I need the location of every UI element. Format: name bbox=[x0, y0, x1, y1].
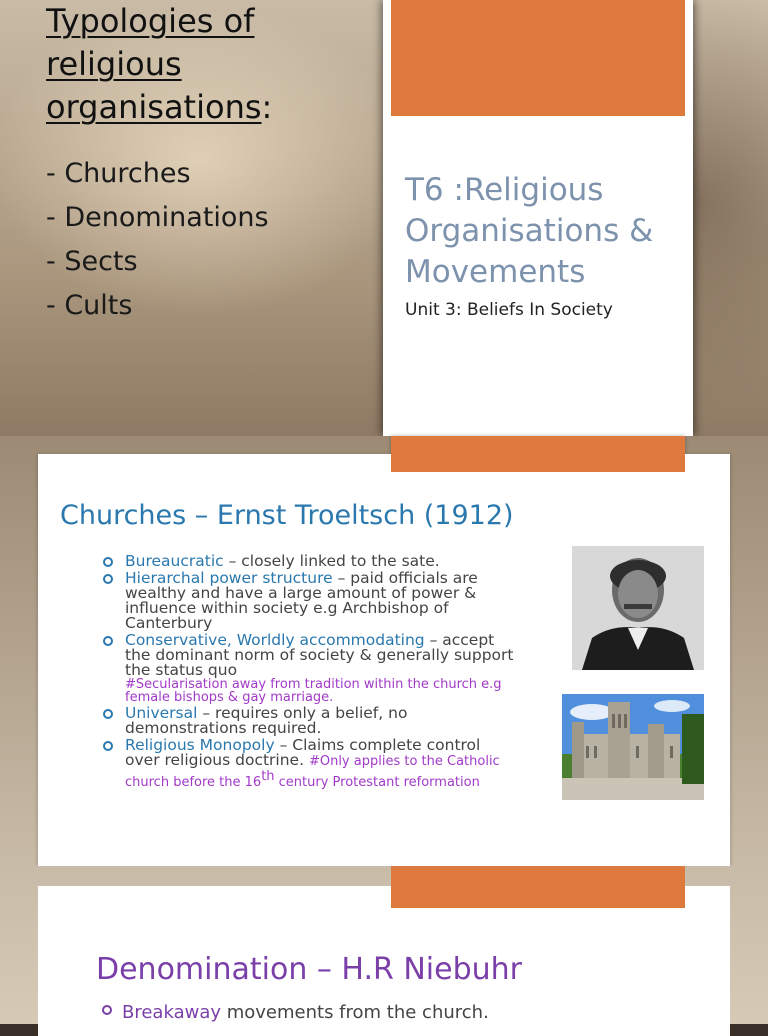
bullet-icon bbox=[103, 557, 113, 567]
list-item: Bureaucratic – closely linked to the sate. bbox=[85, 554, 515, 569]
bullet-icon bbox=[103, 741, 113, 751]
typology-list bbox=[46, 152, 269, 328]
list-item: - Churches bbox=[46, 158, 191, 189]
orange-accent-bar bbox=[391, 866, 685, 908]
list-item: Universal – requires only a belief, no demonstrations required. bbox=[85, 706, 515, 736]
typologies-heading: Typologies of religious organisations: bbox=[46, 2, 273, 126]
denomination-slide bbox=[0, 866, 768, 1024]
cathedral-icon bbox=[562, 694, 704, 800]
list-item: - Sects bbox=[46, 246, 138, 277]
list-item: - Cults bbox=[46, 290, 133, 321]
person-icon bbox=[572, 546, 704, 670]
list-item: Conservative, Worldly accommodating – accept the dominant norm of society & generally support the status quo #Secularisation away from tradition within the church e.g female bishops & gay marriage. bbox=[85, 633, 515, 704]
bullet-icon bbox=[103, 709, 113, 719]
slide-content bbox=[38, 454, 730, 866]
orange-accent-bar bbox=[391, 436, 685, 472]
list-item: - Denominations bbox=[46, 202, 269, 233]
presentation-title: T6 :Religious Organisations & Movements bbox=[405, 172, 654, 290]
title-card bbox=[383, 0, 693, 436]
list-item: Breakaway movements from the church. bbox=[102, 1002, 489, 1023]
presentation-subtitle: Unit 3: Beliefs In Society bbox=[405, 300, 613, 320]
cathedral-photo bbox=[562, 694, 704, 800]
bullet-icon bbox=[103, 574, 113, 584]
slide-title: Denomination – H.R Niebuhr bbox=[96, 952, 523, 987]
bullet-icon bbox=[103, 636, 113, 646]
orange-accent-bar bbox=[391, 0, 685, 116]
slide-title: Churches – Ernst Troeltsch (1912) bbox=[60, 500, 514, 531]
bullet-list bbox=[85, 554, 515, 792]
bullet-icon bbox=[102, 1005, 112, 1015]
churches-slide bbox=[0, 436, 768, 866]
list-item: Hierarchal power structure – paid officials are wealthy and have a large amount of power & influence within society e.g Archbishop of Canterbury bbox=[85, 571, 515, 631]
list-item: Religious Monopoly – Claims complete control over religious doctrine. #Only applies to the Catholic church before the 16th century Protestant reformation bbox=[85, 738, 515, 790]
portrait-photo bbox=[572, 546, 704, 670]
title-slide bbox=[0, 0, 768, 436]
note-text: #Secularisation away from tradition within the church e.g female bishops & gay marriage. bbox=[125, 677, 502, 705]
